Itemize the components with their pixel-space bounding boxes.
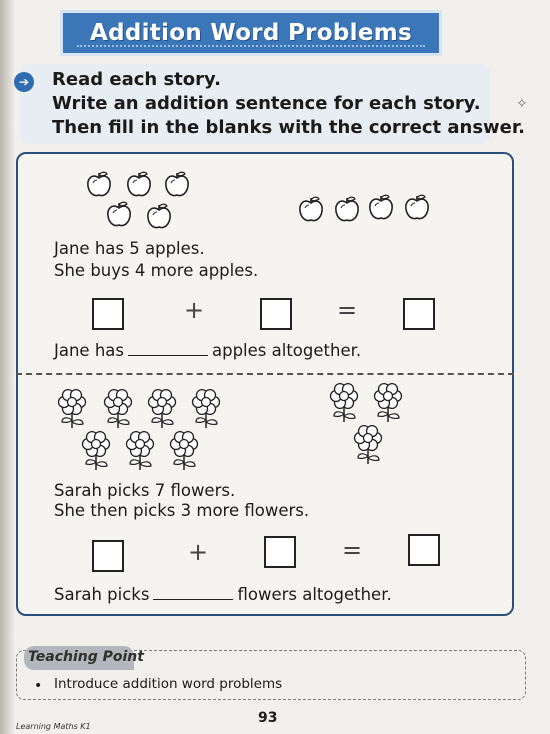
title-banner <box>60 10 442 56</box>
book-title: Learning Maths K1 <box>16 722 91 731</box>
plus-sign: + <box>184 296 205 324</box>
banner-dotted-line <box>77 45 425 47</box>
story2-line2: She then picks 3 more flowers. <box>54 501 310 520</box>
apple-icon <box>404 193 430 225</box>
teaching-point-text: Introduce addition word problems <box>54 676 283 692</box>
story2-line1: Sarah picks 7 flowers. <box>54 481 236 500</box>
story2-sum-box[interactable] <box>408 534 440 566</box>
flower-icon <box>190 388 224 434</box>
story1-line2: She buys 4 more apples. <box>54 261 259 280</box>
arrow-bullet-icon: ➔ <box>14 72 34 92</box>
page-title: Addition Word Problems <box>89 20 413 46</box>
flower-icon <box>124 430 158 476</box>
page-number: 93 <box>258 710 278 726</box>
answer-prefix: Jane has <box>54 341 124 360</box>
flower-icon <box>102 388 136 434</box>
apple-icon <box>334 195 360 227</box>
apple-icon <box>86 170 112 202</box>
story2-addend1-box[interactable] <box>92 540 124 572</box>
flower-icon <box>372 382 406 428</box>
story1-addend2-box[interactable] <box>260 298 292 330</box>
plus-sign: + <box>188 538 209 566</box>
answer-suffix: apples altogether. <box>212 341 362 360</box>
answer-prefix: Sarah picks <box>54 585 150 604</box>
story1-addend1-box[interactable] <box>92 298 124 330</box>
instruction-line: Read each story. <box>52 69 221 90</box>
flower-icon <box>146 388 180 434</box>
page-edge-shadow <box>0 0 14 734</box>
apple-icon <box>368 193 394 225</box>
apple-icon <box>106 200 132 232</box>
flower-icon <box>168 430 202 476</box>
story2-answer-blank[interactable] <box>153 599 233 600</box>
story1-line1: Jane has 5 apples. <box>54 239 205 258</box>
apple-icon <box>126 170 152 202</box>
apple-icon <box>146 202 172 234</box>
flower-icon <box>56 388 90 434</box>
flower-icon <box>352 424 386 470</box>
sparkle-icon: ✧ <box>516 96 528 112</box>
story2-addend2-box[interactable] <box>264 536 296 568</box>
equals-sign: = <box>342 536 363 564</box>
equals-sign: = <box>337 296 358 324</box>
apple-icon <box>298 195 324 227</box>
teaching-point-title: Teaching Point <box>28 649 144 665</box>
flower-icon <box>80 430 114 476</box>
flower-icon <box>328 382 362 428</box>
instructions <box>52 68 525 140</box>
instruction-line: Then fill in the blanks with the correct answer. <box>52 117 526 138</box>
story1-answer-blank[interactable] <box>128 355 208 356</box>
instruction-line: Write an addition sentence for each story. <box>52 93 481 114</box>
story-divider <box>16 373 514 375</box>
answer-suffix: flowers altogether. <box>237 585 392 604</box>
apple-icon <box>164 170 190 202</box>
story1-answer-sentence <box>54 340 361 362</box>
story2-answer-sentence <box>54 584 392 606</box>
story1-sum-box[interactable] <box>403 298 435 330</box>
bullet: • <box>34 678 43 694</box>
